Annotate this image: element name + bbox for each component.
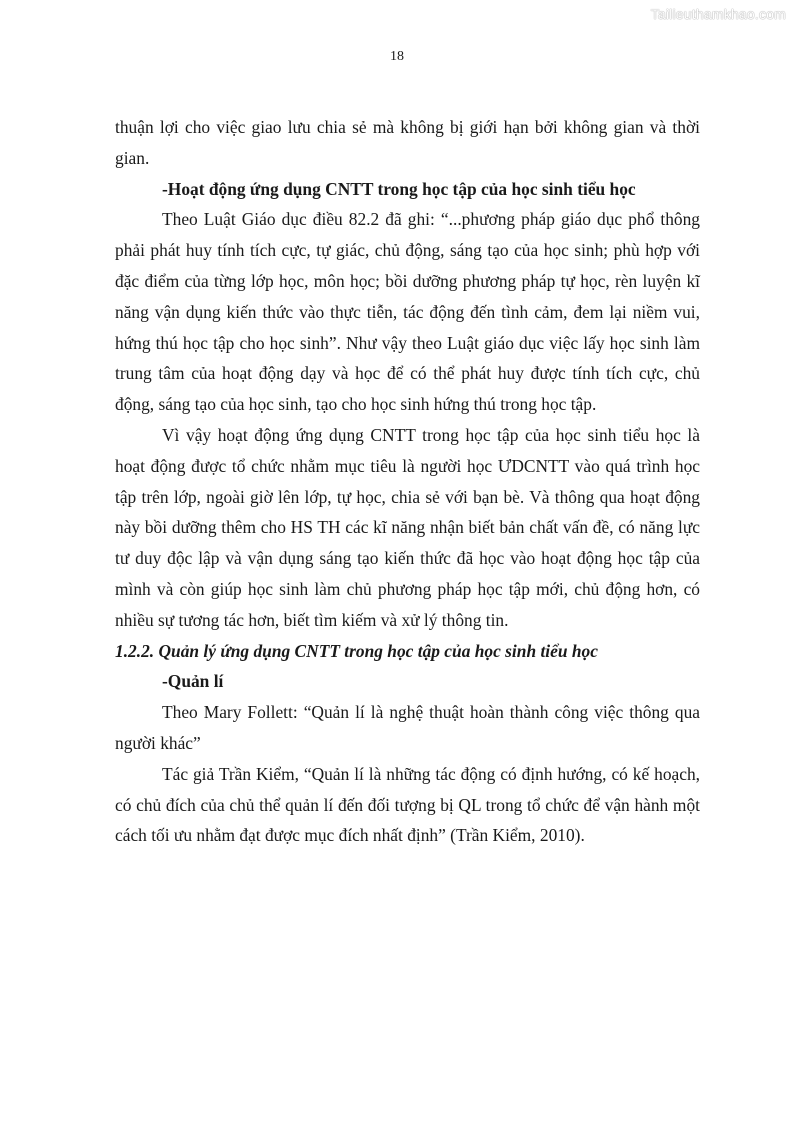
watermark: Tailieuthamkhao.com bbox=[650, 6, 786, 22]
page-number: 18 bbox=[390, 49, 404, 64]
subheading-management: -Quản lí bbox=[162, 671, 224, 692]
subheading-ict-activities: -Hoạt động ứng dụng CNTT trong học tập của học sinh tiểu học bbox=[162, 178, 636, 199]
paragraph-tran-kiem: Tác giả Trần Kiểm, “Quản lí là những tác động có định hướng, có kế hoạch, có chủ đích của chủ thể quản lí đến đối tượng bị QL trong tổ chức để vận hành một cách tối ưu nhằm đạt được mục đích nhất định” (Trần Kiểm, 2010). bbox=[115, 763, 700, 846]
section-heading-1-2-2: 1.2.2. Quản lý ứng dụng CNTT trong học tập của học sinh tiểu học bbox=[115, 640, 598, 661]
document-body bbox=[115, 112, 700, 851]
paragraph-continuation: thuận lợi cho việc giao lưu chia sẻ mà không bị giới hạn bởi không gian và thời gian. bbox=[115, 117, 700, 168]
paragraph-education-law: Theo Luật Giáo dục điều 82.2 đã ghi: “...phương pháp giáo dục phổ thông phải phát huy tính tích cực, tự giác, chủ động, sáng tạo của học sinh; phù hợp với đặc điểm của từng lớp học, môn học; bồi dưỡng phương pháp tự học, rèn luyện kĩ năng vận dụng kiến thức vào thực tiễn, tác động đến tình cảm, đem lại niềm vui, hứng thú học tập cho học sinh”. Như vậy theo Luật giáo dục việc lấy học sinh làm trung tâm của hoạt động dạy và học để có thể phát huy được tính tích cực, chủ động, sáng tạo của học sinh, tạo cho học sinh hứng thú trong học tập. bbox=[115, 209, 700, 415]
paragraph-ict-activity-definition: Vì vậy hoạt động ứng dụng CNTT trong học tập của học sinh tiểu học là hoạt động được tổ chức nhằm mục tiêu là người học ƯDCNTT vào quá trình học tập trên lớp, ngoài giờ lên lớp, tự học, chia sẻ với bạn bè. Và thông qua hoạt động này bồi dưỡng thêm cho HS TH các kĩ năng nhận biết bản chất vấn đề, có năng lực tư duy độc lập và vận dụng sáng tạo kiến thức đã học vào hoạt động học tập của mình và còn giúp học sinh làm chủ phương pháp học tập mới, chủ động hơn, có nhiều sự tương tác hơn, biết tìm kiếm và xử lý thông tin. bbox=[115, 424, 700, 630]
paragraph-mary-follett: Theo Mary Follett: “Quản lí là nghệ thuật hoàn thành công việc thông qua người khác” bbox=[115, 702, 700, 753]
